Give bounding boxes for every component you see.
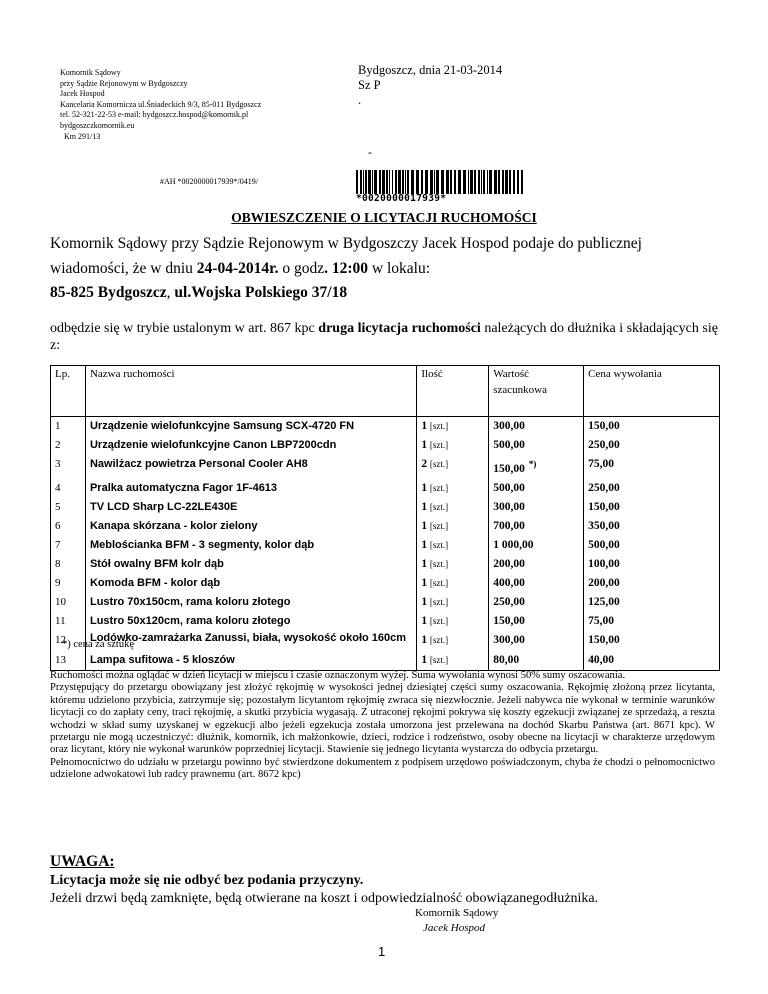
dash-mark: -	[368, 145, 372, 159]
unit-label: [szt.]	[429, 482, 449, 493]
qty-value: 1	[421, 439, 428, 451]
row-price: 150,00	[584, 498, 720, 517]
row-lp: 7	[51, 536, 86, 555]
qty-value: 1	[421, 538, 428, 551]
unit-label: [szt.]	[429, 577, 449, 588]
row-price: 350,00	[584, 517, 720, 536]
table-row	[51, 555, 720, 574]
row-qty	[417, 498, 489, 517]
para-text: należących do dłużnika i składających się z:	[50, 321, 718, 353]
addressee-line: Sz P	[358, 78, 381, 92]
row-name: Urządzenie wielofunkcyjne Samsung SCX-4720 FN	[85, 417, 416, 437]
row-price: 40,00	[584, 651, 720, 671]
addressee-dot: .	[358, 93, 362, 107]
row-name: Meblościanka BFM - 3 segmenty, kolor dąb	[85, 536, 416, 555]
value-amount: 200,00	[493, 557, 525, 570]
value-amount: 1 000,00	[493, 538, 534, 551]
barcode-text: *0020000017939*	[356, 193, 447, 204]
qty-value: 2	[421, 458, 428, 470]
qty-value: 1	[421, 576, 428, 589]
items-table	[50, 365, 720, 671]
signature-title: Komornik Sądowy	[415, 907, 499, 919]
table-row	[51, 479, 720, 498]
table-row	[51, 593, 720, 612]
terms-paragraph: Przystępujący do przetargu obowiązany jest złożyć rękojmię w wysokości jednej dziesiątej części sumy oszacowania. Rękojmię złożoną przez licytanta, któremu udzielono przybicia, zatrzymuje się; pozostałym licytantom rękojmię zwraca się niezwłocznie. Jeżeli nabywca nie wykonał w terminie warunków licytacji co do zapłaty ceny, traci rękojmię, a skutki przybicia wygasają. Z utraconej rękojmi pokrywa się koszty egzekucji związanej ze sprzedażą, a reszta wchodzi w skład sumy uzyskanej w egzekucji albo jeżeli egzekucja została umorzona jest przelewana na dochód Skarbu Państwa (art. 8671 kpc). W przetargu nie mogą uczestniczyć: dłużnik, komornik, ich małżonkowie, dzieci, rodzice i rodzeństwo, osoby obecne na licytacji w charakterze urzędowym oraz licytant, który nie wykonał warunków poprzedniej licytacji. Stawienie się jednego licytanta wystarcza do odbycia przetargu.	[50, 682, 715, 756]
row-value	[489, 593, 584, 612]
row-value	[489, 479, 584, 498]
qty-value: 1	[421, 633, 428, 646]
letterhead-line: bydgoszczkomornik.eu	[60, 120, 135, 130]
row-value	[489, 455, 584, 479]
row-value	[489, 574, 584, 593]
row-lp: 12	[51, 631, 86, 651]
row-lp: 5	[51, 498, 86, 517]
row-name: Lodówko-zamrażarka Zanussi, biała, wysokość około 160cm	[85, 631, 416, 651]
row-lp: 4	[51, 479, 86, 498]
row-price: 100,00	[584, 555, 720, 574]
table-row	[51, 498, 720, 517]
row-qty	[417, 436, 489, 455]
row-lp: 8	[51, 555, 86, 574]
value-amount: 300,00	[493, 500, 525, 513]
unit-label: [szt.]	[429, 440, 449, 450]
row-name: TV LCD Sharp LC-22LE430E	[85, 498, 416, 517]
row-qty	[417, 455, 489, 479]
table-row	[51, 631, 720, 651]
qty-value: 1	[421, 614, 428, 627]
auction-address: ul.Wojska Polskiego 37/18	[174, 284, 348, 301]
value-amount: 300,00	[493, 633, 525, 646]
row-value	[489, 436, 584, 455]
row-lp: 11	[51, 612, 86, 631]
col-value: Wartość szacunkowa	[489, 366, 584, 417]
row-price: 125,00	[584, 593, 720, 612]
value-amount: 400,00	[493, 576, 525, 589]
row-qty	[417, 574, 489, 593]
table-row	[51, 574, 720, 593]
qty-value: 1	[421, 500, 428, 513]
warning-line-2: Jeżeli drzwi będą zamknięte, będą otwierane na koszt i odpowiedzialność obowiązanegodłużnika.	[50, 891, 599, 906]
unit-label: [szt.]	[429, 539, 449, 550]
unit-label: [szt.]	[429, 421, 449, 431]
unit-label: [szt.]	[429, 501, 449, 512]
barcode	[356, 170, 524, 194]
value-amount: 500,00	[493, 439, 525, 451]
row-qty	[417, 593, 489, 612]
row-name: Nawilżacz powietrza Personal Cooler AH8	[85, 455, 416, 479]
bailiff-letterhead	[60, 68, 310, 142]
intro-line-2	[50, 257, 720, 282]
row-name: Stół owalny BFM kolr dąb	[85, 555, 416, 574]
unit-label: [szt.]	[429, 596, 449, 607]
letterhead-line: Kancelaria Komornicza ul.Śniadeckich 9/3, 85-011 Bydgoszcz	[60, 99, 262, 109]
signature-name: Jacek Hospod	[423, 922, 486, 934]
row-price: 150,00	[584, 631, 720, 651]
row-price: 250,00	[584, 479, 720, 498]
table-row	[51, 517, 720, 536]
terms-paragraph: Pełnomocnictwo do udziału w przetargu powinno być stwierdzone dokumentem z podpisem urzędowo poświadczonym, chyba że chodzi o pełnomocnictwo udzielone adwokatowi lub radcy prawnemu (art. 8672 kpc)	[50, 756, 715, 781]
row-price: 500,00	[584, 536, 720, 555]
table-body	[51, 417, 720, 671]
row-price: 75,00	[584, 455, 720, 479]
letterhead-line: Jacek Hospod	[60, 89, 105, 99]
date-block	[358, 63, 502, 108]
col-name: Nazwa ruchomości	[85, 366, 416, 417]
warning-heading: UWAGA:	[50, 853, 115, 870]
col-price: Cena wywołania	[584, 366, 720, 417]
terms-paragraph: Ruchomości można oglądać w dzień licytacji w miejscu i czasie oznaczonym wyżej. Suma wywołania wynosi 50% sumy oszacowania.	[50, 670, 626, 681]
value-amount: 150,00	[493, 462, 525, 475]
para-text: odbędzie się w trybie ustalonym w art. 867 kpc	[50, 321, 319, 336]
intro-text: o godz	[278, 259, 325, 277]
qty-value: 1	[421, 653, 428, 666]
row-qty	[417, 517, 489, 536]
qty-value: 1	[421, 420, 428, 432]
date-line: Bydgoszcz, dnia 21-03-2014	[358, 63, 503, 77]
row-lp: 1	[51, 417, 86, 437]
row-value	[489, 417, 584, 437]
footnote: *) cena za sztukę	[62, 639, 134, 650]
table-row	[51, 612, 720, 631]
unit-label: [szt.]	[429, 558, 449, 569]
row-name: Komoda BFM - kolor dąb	[85, 574, 416, 593]
row-lp: 3	[51, 455, 86, 479]
document-title: OBWIESZCZENIE O LICYTACJI RUCHOMOŚCI	[231, 210, 537, 225]
row-name: Lampa sufitowa - 5 kloszów	[85, 651, 416, 671]
row-price: 75,00	[584, 612, 720, 631]
value-amount: 700,00	[493, 519, 525, 532]
row-value	[489, 536, 584, 555]
row-price: 150,00	[584, 417, 720, 437]
page-number: 1	[378, 944, 386, 959]
row-qty	[417, 555, 489, 574]
auction-type: druga licytacja ruchomości	[318, 321, 481, 336]
row-name: Pralka automatyczna Fagor 1F-4613	[85, 479, 416, 498]
row-name: Kanapa skórzana - kolor zielony	[85, 517, 416, 536]
col-lp: Lp.	[51, 366, 86, 417]
row-qty	[417, 536, 489, 555]
auction-mode-paragraph	[50, 320, 720, 354]
value-amount: 300,00	[493, 420, 525, 432]
row-lp: 6	[51, 517, 86, 536]
intro-text: w lokalu:	[368, 259, 431, 277]
row-qty	[417, 631, 489, 651]
auction-city: 85-825 Bydgoszcz	[50, 284, 167, 301]
warning-line-1: Licytacja może się nie odbyć bez podania przyczyny.	[50, 873, 364, 888]
row-value	[489, 651, 584, 671]
row-qty	[417, 612, 489, 631]
terms-text	[50, 670, 715, 782]
qty-value: 1	[421, 519, 428, 532]
row-qty	[417, 651, 489, 671]
unit-label: [szt.]	[429, 615, 449, 626]
intro-line-3	[50, 281, 720, 306]
letterhead-line: przy Sądzie Rejonowym w Bydgoszczy	[60, 78, 188, 88]
qty-value: 1	[421, 595, 428, 608]
auction-time: . 12:00	[324, 259, 369, 277]
case-number: Km 291/13	[64, 131, 101, 141]
value-amount: 250,00	[493, 595, 525, 608]
row-name: Lustro 70x150cm, rama koloru złotego	[85, 593, 416, 612]
row-lp: 10	[51, 593, 86, 612]
value-amount: 500,00	[493, 481, 525, 494]
letterhead-line: tel. 52-321-22-53 e-mail: bydgoszcz.hospod@komornik.pl	[60, 110, 249, 120]
row-qty	[417, 417, 489, 437]
row-value	[489, 612, 584, 631]
footnote-mark: *)	[528, 459, 537, 469]
row-qty	[417, 479, 489, 498]
row-price: 200,00	[584, 574, 720, 593]
table-row	[51, 436, 720, 455]
qty-value: 1	[421, 481, 428, 494]
row-lp: 13	[51, 651, 86, 671]
col-qty: Ilość	[417, 366, 489, 417]
intro-text: wiadomości, że w dniu	[50, 259, 197, 277]
row-value	[489, 517, 584, 536]
row-lp: 9	[51, 574, 86, 593]
table-row	[51, 417, 720, 437]
unit-label: [szt.]	[429, 634, 449, 645]
table-row	[51, 536, 720, 555]
letterhead-line: Komornik Sądowy	[60, 68, 121, 77]
table-row	[51, 651, 720, 671]
row-value	[489, 498, 584, 517]
auction-date: 24-04-2014r.	[196, 259, 279, 277]
row-name: Lustro 50x120cm, rama koloru złotego	[85, 612, 416, 631]
row-price: 250,00	[584, 436, 720, 455]
intro-paragraph	[50, 232, 720, 306]
table-header-row	[51, 366, 720, 417]
intro-text: ,	[166, 284, 175, 301]
unit-label: [szt.]	[429, 654, 449, 665]
intro-line-1: Komornik Sądowy przy Sądzie Rejonowym w Bydgoszczy Jacek Hospod podaje do publicznej	[50, 235, 642, 252]
row-value	[489, 631, 584, 651]
table-row	[51, 455, 720, 479]
value-amount: 80,00	[493, 653, 520, 666]
value-amount: 150,00	[493, 614, 525, 627]
reference-code: #AH *0020000017939*/0419/	[160, 177, 258, 186]
row-value	[489, 555, 584, 574]
row-name: Urządzenie wielofunkcyjne Canon LBP7200cdn	[85, 436, 416, 455]
unit-label: [szt.]	[429, 459, 449, 469]
unit-label: [szt.]	[429, 520, 449, 531]
qty-value: 1	[421, 557, 428, 570]
row-lp: 2	[51, 436, 86, 455]
